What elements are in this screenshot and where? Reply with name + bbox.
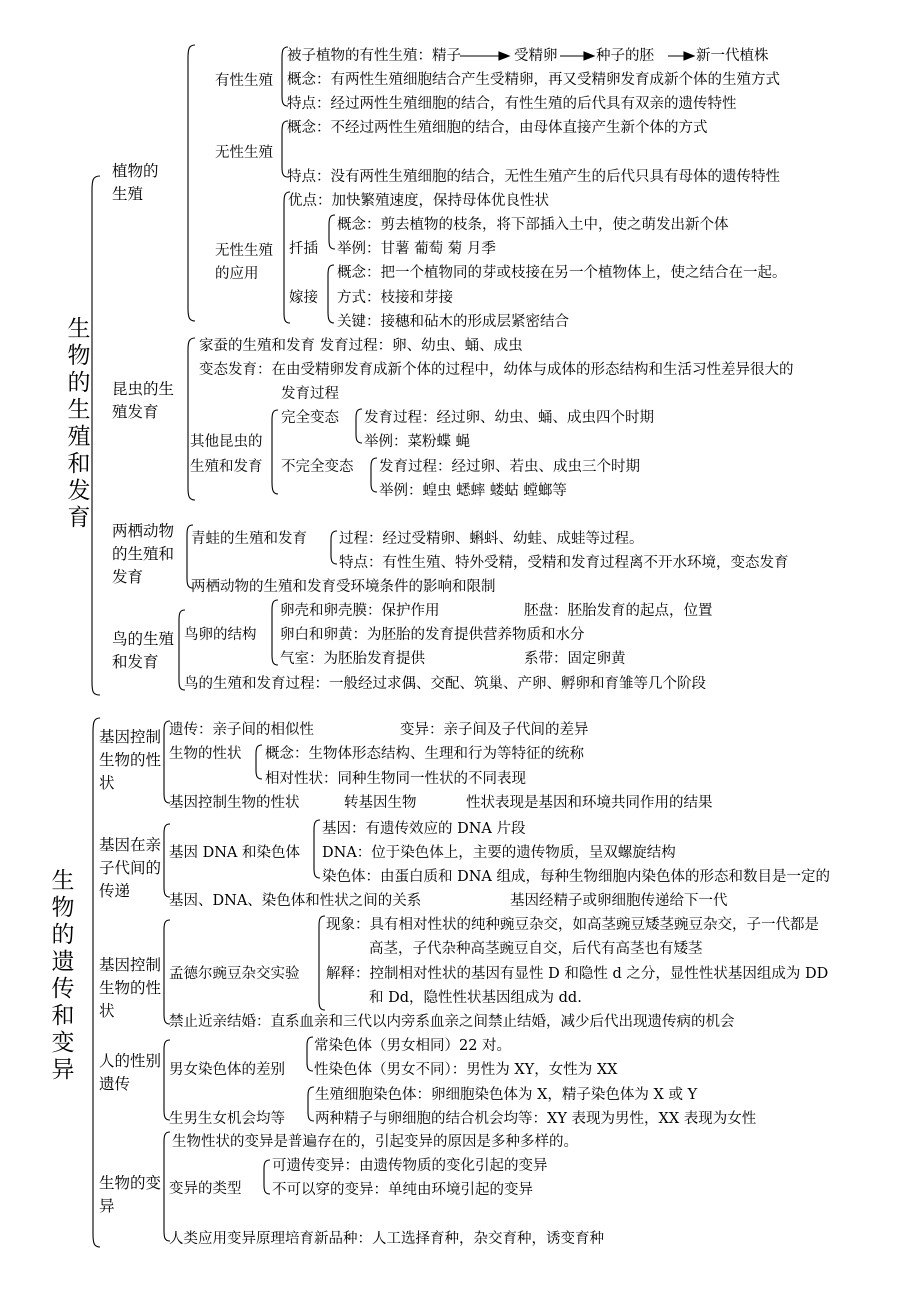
- trait-concept: 概念：生物体形态结构、生理和行为等特征的统称: [265, 746, 584, 762]
- chain-embryo: 种子的胚: [596, 48, 654, 64]
- egg-chalaza: 系带：固定卵黄: [524, 651, 626, 667]
- heading-mendel: 基因控制生物的性状: [99, 956, 162, 1020]
- incomplete-example: 举例：蝗虫 蟋蟀 蝼蛄 螳螂等: [379, 483, 567, 499]
- label-grafting: 嫁接: [289, 290, 318, 306]
- gene-relation: 基因、DNA、染色体和性状之间的关系: [169, 893, 422, 909]
- label-cutting: 扦插: [289, 241, 318, 257]
- trait-expression: 性状表现是基因和环境共同作用的结果: [466, 795, 713, 811]
- variation-universal: 生物性状的变异是普遍存在的，引起变异的原因是多种多样的。: [172, 1134, 578, 1150]
- mendel-explanation-2: 和 Dd，隐性性状基因组成为 dd.: [369, 990, 582, 1006]
- egg-air-chamber: 气室：为胚胎发育提供: [280, 651, 425, 667]
- label-incomplete-metamorphosis: 不完全变态: [281, 459, 354, 475]
- asexual-feature: 特点：没有两性生殖细胞的结合，无性生殖产生的后代只具有母体的遗传特性: [287, 169, 780, 185]
- heading-bird: 鸟的生殖和发育: [112, 630, 175, 671]
- label-asexual-reproduction: 无性生殖: [215, 145, 273, 161]
- asexual-advantage: 优点：加快繁殖速度，保持母体优良性状: [288, 193, 549, 209]
- chromosome-definition: 染色体：由蛋白质和 DNA 组成，每种生物细胞内染色体的形态和数目是一定的: [322, 869, 830, 885]
- heading-amphibian: 两栖动物的生殖和发育: [112, 522, 175, 586]
- graft-method: 方式：枝接和芽接: [337, 290, 453, 306]
- asexual-concept: 概念：不经过两性生殖细胞的结合，由母体直接产生新个体的方式: [287, 120, 708, 136]
- frog-feature: 特点：有性生殖、特外受精，受精和发育过程离不开水环境，变态发育: [339, 555, 789, 571]
- egg-shell: 卵壳和卵壳膜：保护作用: [280, 603, 440, 619]
- variation-definition: 变异：亲子间及子代间的差异: [400, 722, 589, 738]
- germ-cell-chromosome: 生殖细胞染色体：卵细胞染色体为 X，精子染色体为 X 或 Y: [315, 1087, 698, 1103]
- egg-white-yolk: 卵白和卵黄：为胚胎的发育提供营养物质和水分: [280, 627, 585, 643]
- dna-definition: DNA：位于染色体上，主要的遗传物质，呈双螺旋结构: [322, 845, 676, 861]
- cutting-concept: 概念：剪去植物的枝条，将下部插入土中，使之萌发出新个体: [337, 217, 729, 233]
- variation-application: 人类应用变异原理培育新品种：人工选择育种，杂交育种，诱变育种: [169, 1231, 604, 1247]
- incomplete-process: 发育过程：经过卵、若虫、成虫三个时期: [379, 459, 640, 475]
- label-variation-types: 变异的类型: [169, 1181, 242, 1197]
- graft-key: 关键：接穗和砧木的形成层紧密结合: [337, 314, 569, 330]
- heritable-variation: 可遗传变异：由遗传物质的变化引起的变异: [272, 1158, 548, 1174]
- bird-process: 鸟的生殖和发育过程：一般经过求偶、交配、筑巢、产卵、孵卵和育雏等几个阶段: [184, 676, 706, 692]
- combination-chance: 两种精子与卵细胞的结合机会均等：XY 表现为男性，XX 表现为女性: [315, 1111, 757, 1127]
- frog-process: 过程：经过受精卵、蝌蚪、幼蛙、成蛙等过程。: [339, 531, 644, 547]
- amphibian-limit: 两栖动物的生殖和发育受环境条件的影响和限制: [191, 579, 496, 595]
- non-heritable-variation: 不可以穿的变异：单纯由环境引起的变异: [272, 1182, 533, 1198]
- silkworm-development: 家蚕的生殖和发育 发育过程：卵、幼虫、蛹、成虫: [199, 338, 523, 354]
- heading-variation: 生物的变异: [99, 1174, 162, 1215]
- gene-pass: 基因经精子或卵细胞传递给下一代: [510, 893, 728, 909]
- chain-sperm: 被子植物的有性生殖：精子: [287, 48, 461, 64]
- complete-example: 举例：菜粉蝶 蝇: [364, 434, 471, 450]
- chain-zygote: 受精卵: [514, 48, 558, 64]
- gene-definition: 基因：有遗传效应的 DNA 片段: [322, 821, 526, 837]
- label-traits: 生物的性状: [169, 746, 242, 762]
- label-mendel-experiment: 孟德尔豌豆杂交实验: [169, 966, 300, 982]
- heading-plant-reproduction: 植物的生殖: [112, 162, 159, 203]
- heading-insect-reproduction: 昆虫的生殖发育: [112, 380, 175, 421]
- relative-trait: 相对性状：同种生物同一性状的不同表现: [265, 771, 526, 787]
- gene-control: 基因控制生物的性状: [169, 795, 300, 811]
- sex-chromosome: 性染色体（男女不同）：男性为 XY，女性为 XX: [314, 1062, 618, 1078]
- mendel-phenomenon-1: 现象：具有相对性状的纯种豌豆杂交，如高茎豌豆矮茎豌豆杂交，子一代都是: [326, 917, 819, 933]
- cutting-example: 举例：甘薯 葡萄 菊 月季: [337, 241, 496, 257]
- metamorphosis-line2: 发育过程: [281, 386, 339, 402]
- autosome: 常染色体（男女相同）22 对。: [314, 1038, 512, 1054]
- title-heredity-variation: 生物的遗传和变异: [51, 868, 75, 1083]
- label-frog: 青蛙的生殖和发育: [191, 531, 307, 547]
- heading-gene-controls-trait: 基因控制生物的性状: [99, 728, 162, 792]
- sexual-feature: 特点：经过两性生殖细胞的结合，有性生殖的后代具有双亲的遗传特性: [287, 96, 737, 112]
- mendel-phenomenon-2: 高茎，子代杂种高茎豌豆自交，后代有高茎也有矮茎: [369, 941, 703, 957]
- label-other-insects: 其他昆虫的生殖和发育: [190, 434, 263, 475]
- mendel-explanation-1: 解释：控制相对性状的基因有显性 D 和隐性 d 之分，显性性状基因组成为 DD: [326, 966, 829, 982]
- label-asexual-application: 无性生殖的应用: [215, 243, 273, 282]
- chain-new-plant: 新一代植株: [696, 48, 769, 64]
- egg-disc: 胚盘：胚胎发育的起点，位置: [524, 603, 713, 619]
- title-reproduction-development: 生物的生殖和发育: [67, 316, 91, 531]
- heading-sex-inheritance: 人的性别遗传: [99, 1052, 162, 1093]
- metamorphosis-line1: 变态发育：在由受精卵发育成新个体的过程中，幼体与成体的形态结构和生活习性差异很大的: [199, 362, 794, 378]
- complete-process: 发育过程：经过卵、幼虫、蛹、成虫四个时期: [364, 410, 654, 426]
- label-dna-chromosome: 基因 DNA 和染色体: [169, 845, 301, 861]
- label-equal-chance: 生男生女机会均等: [169, 1111, 285, 1127]
- heading-gene-transfer: 基因在亲子代间的传递: [99, 836, 162, 900]
- label-chromosome-difference: 男女染色体的差别: [169, 1062, 285, 1078]
- sexual-concept: 概念：有两性生殖细胞结合产生受精卵，再又受精卵发育成新个体的生殖方式: [287, 72, 780, 88]
- graft-concept: 概念：把一个植物同的芽或枝接在另一个植物体上，使之结合在一起。: [337, 265, 787, 281]
- label-sexual-reproduction: 有性生殖: [215, 73, 273, 89]
- heredity-definition: 遗传：亲子间的相似性: [169, 722, 314, 738]
- label-egg-structure: 鸟卵的结构: [184, 627, 257, 643]
- consanguinity-ban: 禁止近亲结婚：直系血亲和三代以内旁系血亲之间禁止结婚，减少后代出现遗传病的机会: [169, 1014, 735, 1030]
- transgenic: 转基因生物: [344, 795, 417, 811]
- label-complete-metamorphosis: 完全变态: [281, 410, 339, 426]
